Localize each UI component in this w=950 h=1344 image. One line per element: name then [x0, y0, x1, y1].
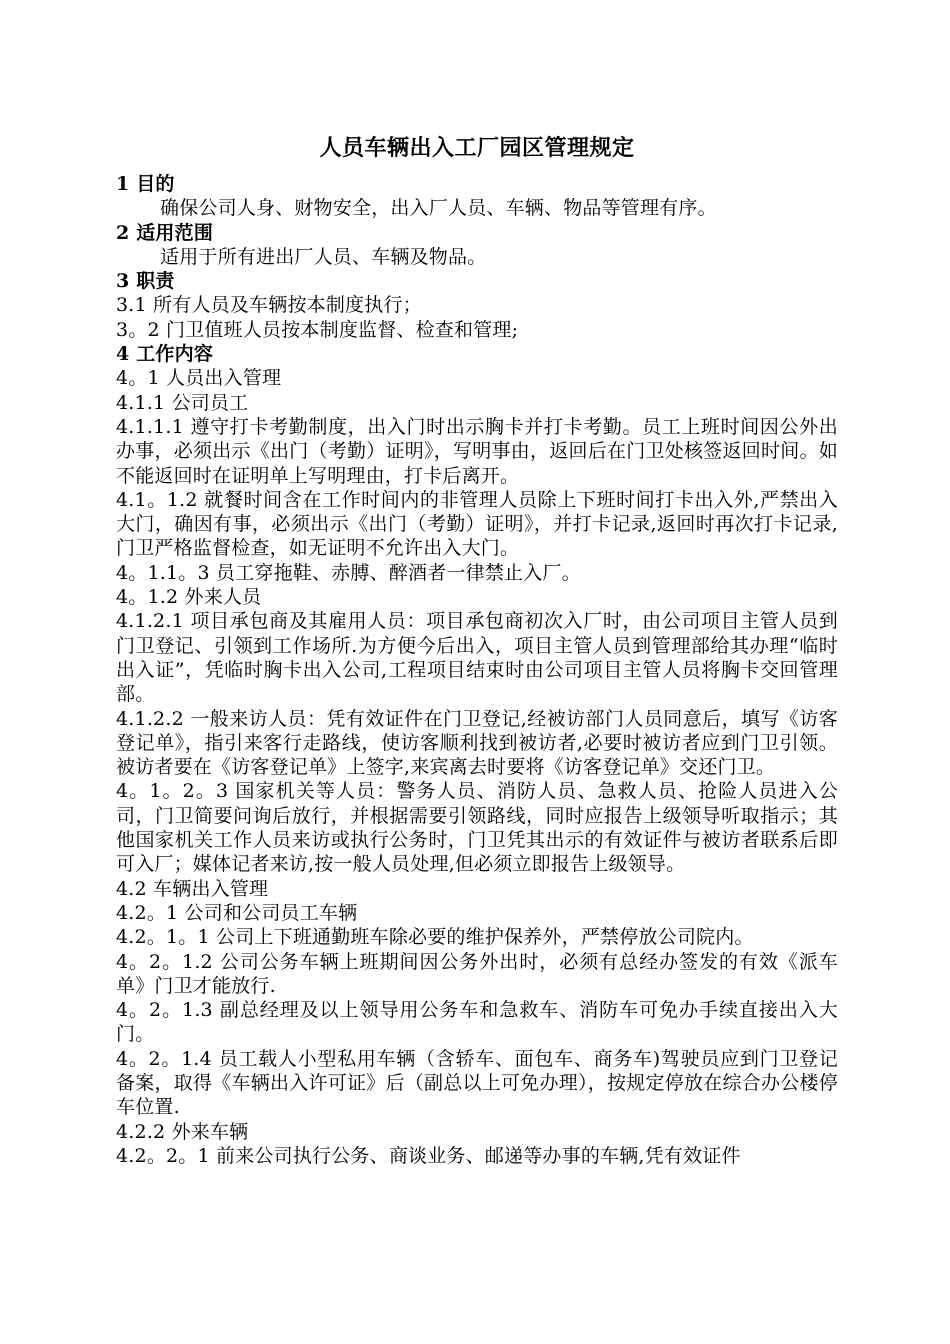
subheading-4-1-2: 4。1.2 外来人员	[116, 586, 262, 609]
paragraph-4-1-2-3: 4。1。2。3 国家机关等人员：警务人员、消防人员、急救人员、抢险人员进入公司，门卫简要问询后放行，并根据需要引领路线，同时应报告上级领导听取指示；其他国家机关工作人员来访或执行公务时，门卫凭其出示的有效证件与被访者联系后即可入厂；媒体记者来访,按一般人员处理,但必须立即报告上级领导。	[116, 780, 838, 876]
document-page	[116, 128, 838, 1168]
paragraph-4-2-1-1: 4.2。1。1 公司上下班通勤班车除必要的维护保养外，严禁停放公司院内。	[116, 926, 754, 949]
paragraph-4-1-1-3: 4。1.1。3 员工穿拖鞋、赤膊、醉酒者一律禁止入厂。	[116, 561, 581, 584]
subheading-4-2: 4.2 车辆出入管理	[116, 877, 269, 900]
paragraph-4-2-1-4: 4。2。1.4 员工载人小型私用车辆（含轿车、面包车、商务车)驾驶员应到门卫登记备案，取得《车辆出入许可证》后（副总以上可免办理），按规定停放在综合办公楼停车位置.	[116, 1047, 838, 1119]
subheading-4-1: 4。1 人员出入管理	[116, 367, 282, 390]
subheading-4-2-1: 4.2。1 公司和公司员工车辆	[116, 901, 358, 924]
paragraph-4-1-1-2: 4.1。1.2 就餐时间含在工作时间内的非管理人员除上下班时间打卡出入外,严禁出入大门，确因有事，必须出示《出门（考勤）证明》，并打卡记录,返回时再次打卡记录,门卫严格监督检查，如无证明不允许出入大门。	[116, 488, 838, 560]
paragraph-4-1-2-2: 4.1.2.2 一般来访人员：凭有效证件在门卫登记,经被访部门人员同意后，填写《访客登记单》，指引来客行走路线，使访客顺利找到被访者,必要时被访者应到门卫引领。被访者要在《访客登记单》上签字,来宾离去时要将《访客登记单》交还门卫。	[116, 707, 838, 779]
section-heading-purpose: 1 目的	[116, 173, 175, 195]
section-heading-duties: 3 职责	[116, 270, 175, 293]
subheading-4-1-1: 4.1.1 公司员工	[116, 391, 249, 414]
paragraph-scope: 适用于所有进出厂人员、车辆及物品。	[160, 245, 487, 268]
section-heading-scope: 2 适用范围	[116, 221, 214, 244]
paragraph-3-1: 3.1 所有人员及车辆按本制度执行；	[116, 294, 422, 317]
paragraph-4-1-2-1: 4.1.2.1 项目承包商及其雇用人员：项目承包商初次入厂时，由公司项目主管人员到门卫登记、引领到工作场所.为方便今后出入，项目主管人员到管理部给其办理“临时出入证”，凭临时胸卡出入公司,工程项目结束时由公司项目主管人员将胸卡交回管理部。	[116, 610, 838, 706]
paragraph-4-2-1-2: 4。2。1.2 公司公务车辆上班期间因公务外出时，必须有总经办签发的有效《派车单》门卫才能放行.	[116, 950, 838, 997]
paragraph-4-2-2-1: 4.2。2。1 前来公司执行公务、商谈业务、邮递等办事的车辆,凭有效证件	[116, 1144, 741, 1167]
paragraph-4-2-1-3: 4。2。1.3 副总经理及以上领导用公务车和急救车、消防车可免办手续直接出入大门。	[116, 999, 838, 1046]
document-title: 人员车辆出入工厂园区管理规定	[319, 135, 635, 161]
section-heading-work-content: 4 工作内容	[116, 343, 214, 366]
paragraph-4-1-1-1: 4.1.1.1 遵守打卡考勤制度，出入门时出示胸卡并打卡考勤。员工上班时间因公外出办事，必须出示《出门（考勤）证明》，写明事由，返回后在门卫处核签返回时间。如不能返回时在证明单上写明理由，打卡后离开。	[116, 415, 838, 487]
subheading-4-2-2: 4.2.2 外来车辆	[116, 1120, 249, 1143]
paragraph-3-2: 3。2 门卫值班人员按本制度监督、检查和管理;	[116, 318, 519, 341]
paragraph-purpose: 确保公司人身、财物安全，出入厂人员、车辆、物品等管理有序。	[160, 197, 717, 220]
